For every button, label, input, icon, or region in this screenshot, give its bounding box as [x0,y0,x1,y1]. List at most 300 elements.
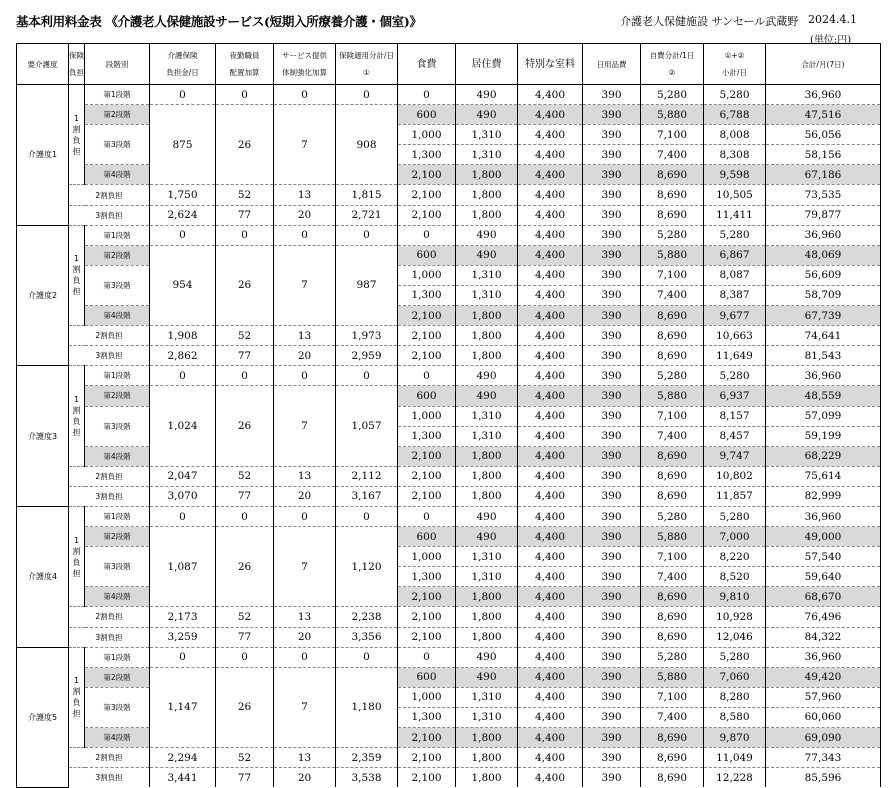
sub-cell: 8,457 [704,426,766,446]
insured-night-cell: 77 [216,346,274,366]
daily-cell: 390 [583,748,641,768]
food-cell: 1,300 [398,426,456,446]
document-title: 基本利用料金表 《介護老人保健施設サービス(短期入所療養介護・個室)》 [16,14,422,29]
column-header [518,44,583,85]
food-cell: 2,100 [398,728,456,748]
self-cell: 7,100 [641,687,704,707]
sub-cell: 8,280 [704,687,766,707]
stage-label: 第2段階 [85,386,150,406]
insured-insured-cell: 0 [336,225,398,245]
daily-cell: 390 [583,326,641,346]
living-cell: 490 [456,527,518,547]
month-cell: 57,099 [766,406,881,426]
insured-insured-cell: 1,973 [336,326,398,346]
month-cell: 36,960 [766,366,881,386]
daily-cell: 390 [583,567,641,587]
one-burden-label [69,647,85,747]
column-header [274,44,336,85]
daily-cell: 390 [583,627,641,647]
burden-label: 3割負担 [69,768,150,788]
food-cell: 2,100 [398,607,456,627]
food-cell: 0 [398,85,456,105]
table-row [17,768,881,788]
sub-cell: 5,280 [704,366,766,386]
insured-night-cell: 77 [216,205,274,225]
living-cell: 1,800 [456,768,518,788]
sub-cell: 8,308 [704,145,766,165]
living-cell: 1,800 [456,165,518,185]
food-cell: 2,100 [398,768,456,788]
living-cell: 1,800 [456,446,518,466]
stage-label: 第3段階 [85,406,150,446]
sub-cell: 9,747 [704,446,766,466]
one-burden-char: 負 [72,557,81,567]
column-header-label: 保険適用分計/日 [338,51,395,60]
food-cell: 1,000 [398,125,456,145]
insured-insured-cell: 908 [336,105,398,185]
daily-cell: 390 [583,85,641,105]
column-header-label: 合計/月(7日) [801,59,845,69]
insured-service-cell: 13 [274,185,336,205]
insured-service-cell: 13 [274,607,336,627]
burden-label: 2割負担 [69,607,150,627]
column-header-label: 保険 [69,51,84,60]
insured-care-cell: 0 [150,225,216,245]
column-header [766,44,881,85]
one-burden-char: 割 [72,687,81,697]
sub-cell: 5,280 [704,225,766,245]
food-cell: 1,000 [398,547,456,567]
insured-night-cell: 26 [216,667,274,747]
insured-service-cell: 0 [274,366,336,386]
daily-cell: 390 [583,205,641,225]
column-header [17,44,69,85]
self-cell: 8,690 [641,748,704,768]
month-cell: 59,640 [766,567,881,587]
insured-insured-cell: 1,120 [336,527,398,607]
month-cell: 49,000 [766,527,881,547]
food-cell: 2,100 [398,326,456,346]
room-cell: 4,400 [518,607,583,627]
food-cell: 600 [398,386,456,406]
daily-cell: 390 [583,265,641,285]
daily-cell: 390 [583,728,641,748]
one-burden-char: 負 [72,417,81,427]
month-cell: 49,420 [766,667,881,687]
month-cell: 60,060 [766,707,881,727]
self-cell: 8,690 [641,205,704,225]
living-cell: 1,800 [456,185,518,205]
sub-cell: 8,157 [704,406,766,426]
insured-insured-cell: 1,057 [336,386,398,466]
daily-cell: 390 [583,466,641,486]
insured-insured-cell: 1,815 [336,185,398,205]
table-row [17,346,881,366]
column-header-sublabel: 体制強化加算 [282,68,327,77]
table-row [17,547,881,567]
one-burden-char: 担 [72,146,81,156]
self-cell: 5,880 [641,527,704,547]
self-cell: 8,690 [641,607,704,627]
room-cell: 4,400 [518,587,583,607]
room-cell: 4,400 [518,567,583,587]
care-level-label: 介護度3 [17,366,69,507]
column-header-label: ①+② [724,51,745,60]
self-cell: 8,690 [641,587,704,607]
self-cell: 8,690 [641,768,704,788]
insured-insured-cell: 2,112 [336,466,398,486]
stage-label: 第3段階 [85,547,150,587]
stage-label: 第3段階 [85,125,150,165]
room-cell: 4,400 [518,85,583,105]
month-cell: 81,543 [766,346,881,366]
room-cell: 4,400 [518,366,583,386]
table-row [17,406,881,426]
room-cell: 4,400 [518,687,583,707]
room-cell: 4,400 [518,446,583,466]
table-row [17,326,881,346]
insured-insured-cell: 3,538 [336,768,398,788]
self-cell: 7,400 [641,426,704,446]
month-cell: 48,069 [766,245,881,265]
food-cell: 1,300 [398,145,456,165]
living-cell: 1,310 [456,707,518,727]
column-header-label: 介護保険 [167,51,198,60]
daily-cell: 390 [583,486,641,506]
insured-care-cell: 1,908 [150,326,216,346]
room-cell: 4,400 [518,527,583,547]
insured-service-cell: 13 [274,748,336,768]
stage-label: 第4段階 [85,165,150,185]
one-burden-char: 1 [73,113,80,123]
table-row [17,627,881,647]
month-cell: 85,596 [766,768,881,788]
insured-insured-cell: 987 [336,245,398,325]
daily-cell: 390 [583,607,641,627]
column-header [150,44,216,85]
food-cell: 1,300 [398,567,456,587]
stage-label: 第1段階 [85,506,150,526]
food-cell: 2,100 [398,346,456,366]
self-cell: 5,880 [641,386,704,406]
self-cell: 5,880 [641,245,704,265]
room-cell: 4,400 [518,125,583,145]
month-cell: 68,229 [766,446,881,466]
insured-insured-cell: 3,356 [336,627,398,647]
food-cell: 0 [398,225,456,245]
care-level-label: 介護度1 [17,85,69,226]
insured-service-cell: 13 [274,466,336,486]
living-cell: 1,800 [456,748,518,768]
living-cell: 490 [456,667,518,687]
self-cell: 8,690 [641,627,704,647]
insured-care-cell: 3,259 [150,627,216,647]
food-cell: 2,100 [398,748,456,768]
table-row [17,486,881,506]
living-cell: 1,800 [456,306,518,326]
sub-cell: 9,677 [704,306,766,326]
living-cell: 1,800 [456,607,518,627]
self-cell: 7,100 [641,125,704,145]
insured-care-cell: 0 [150,506,216,526]
table-row [17,125,881,145]
self-cell: 5,880 [641,667,704,687]
insured-care-cell: 2,173 [150,607,216,627]
one-burden-char: 割 [72,124,81,134]
insured-care-cell: 0 [150,647,216,667]
living-cell: 1,310 [456,406,518,426]
self-cell: 8,690 [641,326,704,346]
month-cell: 67,186 [766,165,881,185]
column-header [216,44,274,85]
month-cell: 59,199 [766,426,881,446]
month-cell: 79,877 [766,205,881,225]
insured-insured-cell: 2,959 [336,346,398,366]
daily-cell: 390 [583,667,641,687]
table-row [17,607,881,627]
table-row [17,185,881,205]
insured-service-cell: 7 [274,527,336,607]
column-header [336,44,398,85]
living-cell: 490 [456,245,518,265]
room-cell: 4,400 [518,406,583,426]
insured-night-cell: 77 [216,486,274,506]
self-cell: 8,690 [641,486,704,506]
column-header-label: 居住費 [471,58,502,70]
one-burden-char: 担 [72,428,81,438]
table-row [17,687,881,707]
burden-label: 3割負担 [69,346,150,366]
self-cell: 8,690 [641,346,704,366]
insured-insured-cell: 1,180 [336,667,398,747]
one-burden-label [69,366,85,466]
sub-cell: 11,857 [704,486,766,506]
unit-note: (単位:円) [810,35,852,46]
living-cell: 1,310 [456,285,518,305]
living-cell: 490 [456,366,518,386]
table-header [17,44,881,85]
insured-night-cell: 0 [216,366,274,386]
self-cell: 5,280 [641,85,704,105]
month-cell: 36,960 [766,506,881,526]
food-cell: 2,100 [398,306,456,326]
room-cell: 4,400 [518,165,583,185]
table-row [17,366,881,386]
sub-cell: 9,598 [704,165,766,185]
month-cell: 75,614 [766,466,881,486]
food-cell: 1,000 [398,406,456,426]
insured-care-cell: 2,047 [150,466,216,486]
food-cell: 2,100 [398,446,456,466]
daily-cell: 390 [583,386,641,406]
month-cell: 56,056 [766,125,881,145]
burden-label: 3割負担 [69,486,150,506]
month-cell: 67,739 [766,306,881,326]
living-cell: 490 [456,225,518,245]
stage-label: 第3段階 [85,265,150,305]
insured-insured-cell: 2,238 [336,607,398,627]
insured-care-cell: 2,862 [150,346,216,366]
column-header-label: 日用品費 [596,59,627,69]
room-cell: 4,400 [518,547,583,567]
fee-table [16,43,881,788]
room-cell: 4,400 [518,506,583,526]
table-row [17,85,881,105]
room-cell: 4,400 [518,306,583,326]
daily-cell: 390 [583,306,641,326]
burden-label: 2割負担 [69,748,150,768]
self-cell: 7,100 [641,547,704,567]
insured-night-cell: 0 [216,647,274,667]
month-cell: 47,516 [766,105,881,125]
table-row [17,527,881,547]
insured-night-cell: 26 [216,386,274,466]
burden-label: 3割負担 [69,627,150,647]
daily-cell: 390 [583,346,641,366]
sub-cell: 8,220 [704,547,766,567]
insured-service-cell: 7 [274,386,336,466]
insured-insured-cell: 2,721 [336,205,398,225]
sub-cell: 9,810 [704,587,766,607]
column-header-label: 自費分計/1日 [649,51,695,60]
room-cell: 4,400 [518,326,583,346]
burden-label: 2割負担 [69,466,150,486]
self-cell: 7,400 [641,567,704,587]
living-cell: 1,800 [456,326,518,346]
one-burden-char: 1 [73,535,80,545]
sub-cell: 7,000 [704,527,766,547]
insured-night-cell: 77 [216,768,274,788]
insured-night-cell: 52 [216,326,274,346]
insured-night-cell: 0 [216,85,274,105]
column-header-sublabel: ② [668,68,676,77]
daily-cell: 390 [583,547,641,567]
food-cell: 0 [398,647,456,667]
burden-label: 2割負担 [69,185,150,205]
self-cell: 5,880 [641,105,704,125]
table-row [17,105,881,125]
room-cell: 4,400 [518,466,583,486]
sub-cell: 8,387 [704,285,766,305]
living-cell: 1,310 [456,265,518,285]
living-cell: 1,310 [456,547,518,567]
room-cell: 4,400 [518,386,583,406]
sub-cell: 10,802 [704,466,766,486]
table-row [17,667,881,687]
food-cell: 2,100 [398,466,456,486]
sub-cell: 11,411 [704,205,766,225]
burden-label: 2割負担 [69,326,150,346]
food-cell: 1,300 [398,707,456,727]
stage-label: 第2段階 [85,245,150,265]
daily-cell: 390 [583,225,641,245]
living-cell: 1,310 [456,687,518,707]
insured-care-cell: 2,624 [150,205,216,225]
room-cell: 4,400 [518,647,583,667]
sub-cell: 5,280 [704,647,766,667]
living-cell: 1,310 [456,145,518,165]
daily-cell: 390 [583,527,641,547]
stage-label: 第4段階 [85,306,150,326]
sub-cell: 12,228 [704,768,766,788]
self-cell: 5,280 [641,366,704,386]
daily-cell: 390 [583,165,641,185]
insured-care-cell: 1,750 [150,185,216,205]
column-header-label: 段階別 [105,59,129,69]
daily-cell: 390 [583,185,641,205]
room-cell: 4,400 [518,667,583,687]
document-date: 2024.4.1 [808,13,857,26]
insured-night-cell: 26 [216,245,274,325]
stage-label: 第1段階 [85,225,150,245]
column-header [398,44,456,85]
food-cell: 0 [398,506,456,526]
one-burden-char: 担 [72,287,81,297]
month-cell: 82,999 [766,486,881,506]
insured-service-cell: 0 [274,225,336,245]
sub-cell: 10,928 [704,607,766,627]
insured-night-cell: 52 [216,748,274,768]
month-cell: 36,960 [766,85,881,105]
table-row [17,205,881,225]
stage-label: 第4段階 [85,728,150,748]
month-cell: 68,670 [766,587,881,607]
care-level-label: 介護度4 [17,506,69,647]
self-cell: 7,400 [641,707,704,727]
self-cell: 8,690 [641,165,704,185]
month-cell: 73,535 [766,185,881,205]
room-cell: 4,400 [518,486,583,506]
sub-cell: 5,280 [704,506,766,526]
daily-cell: 390 [583,125,641,145]
column-header [641,44,704,85]
living-cell: 490 [456,386,518,406]
insured-night-cell: 0 [216,506,274,526]
insured-service-cell: 13 [274,326,336,346]
food-cell: 600 [398,245,456,265]
table-row [17,225,881,245]
self-cell: 7,400 [641,285,704,305]
insured-care-cell: 0 [150,366,216,386]
column-header-sublabel: 負担 [69,68,84,77]
column-header [85,44,150,85]
sub-cell: 6,788 [704,105,766,125]
daily-cell: 390 [583,506,641,526]
month-cell: 77,343 [766,748,881,768]
insured-service-cell: 7 [274,245,336,325]
table-row [17,265,881,285]
daily-cell: 390 [583,426,641,446]
column-header-label: サービス提供 [282,51,327,60]
food-cell: 2,100 [398,165,456,185]
facility-name: 介護老人保健施設 サンセール武蔵野 [620,15,799,28]
month-cell: 36,960 [766,225,881,245]
sub-cell: 6,937 [704,386,766,406]
food-cell: 0 [398,366,456,386]
room-cell: 4,400 [518,265,583,285]
food-cell: 2,100 [398,486,456,506]
table-row [17,386,881,406]
living-cell: 490 [456,105,518,125]
living-cell: 1,800 [456,466,518,486]
self-cell: 8,690 [641,446,704,466]
living-cell: 1,800 [456,205,518,225]
room-cell: 4,400 [518,205,583,225]
living-cell: 1,800 [456,728,518,748]
daily-cell: 390 [583,707,641,727]
sub-cell: 5,280 [704,85,766,105]
food-cell: 2,100 [398,185,456,205]
